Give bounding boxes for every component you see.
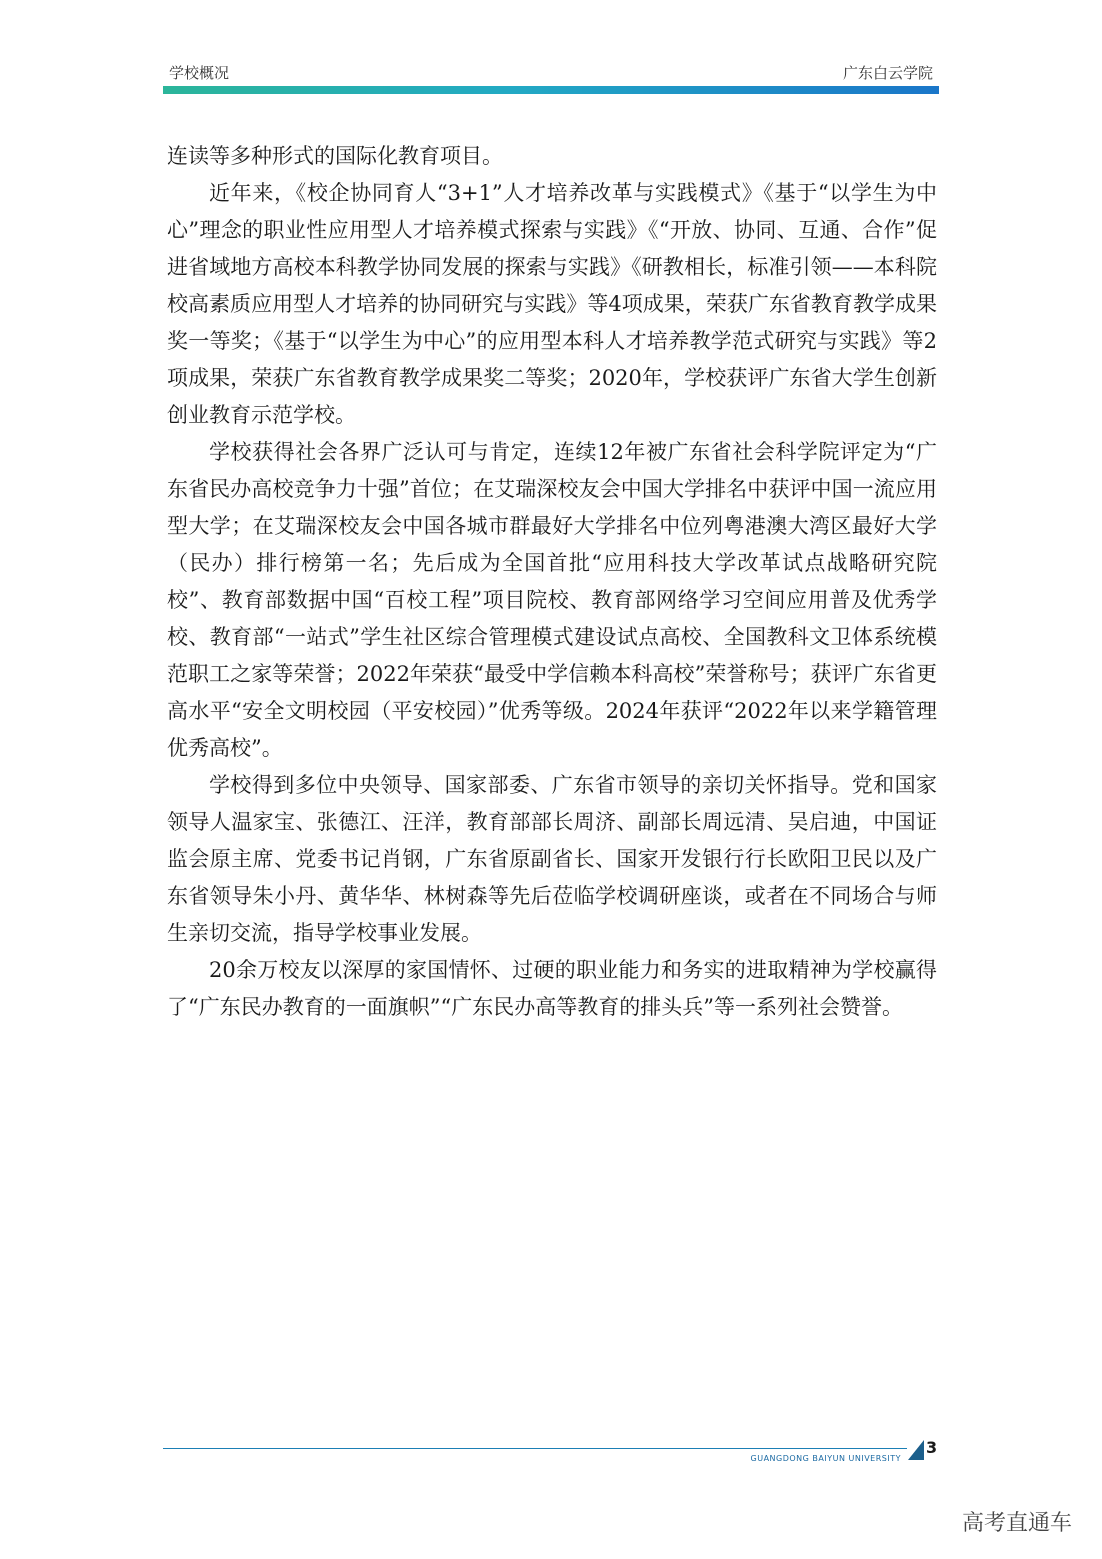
page-number: 3 [926, 1438, 938, 1457]
footer-rule [163, 1448, 907, 1449]
watermark-text: 高考直通车 [961, 1511, 1072, 1536]
university-name: 广东白云学院 [842, 64, 933, 82]
paragraph-continuation: 连读等多种形式的国际化教育项目。 [167, 144, 503, 168]
paragraph-teaching-awards: 近年来，《校企协同育人“3+1”人才培养改革与实践模式》《基于“以学生为中心”理念的职业性应用型人才培养模式探索与实践》《“开放、协同、互通、合作”促进省域地方高校本科教学协同发展的探索与实践》《研教相长，标准引领——本科院校高素质应用型人才培养的协同研究与实践》等4项成果，荣获广东省教育教学成果奖一等奖；《基于“以学生为中心”的应用型本科人才培养教学范式研究与实践》等2项成果，荣获广东省教育教学成果奖二等奖；2020年，学校获评广东省大学生创新创业教育示范学校。 [167, 181, 937, 427]
paragraph-leadership-visits: 学校得到多位中央领导、国家部委、广东省市领导的亲切关怀指导。党和国家领导人温家宝、张德江、汪洋，教育部部长周济、副部长周远清、吴启迪，中国证监会原主席、党委书记肖钢，广东省原副省长、国家开发银行行长欧阳卫民以及广东省领导朱小丹、黄华华、林树森等先后莅临学校调研座谈，或者在不同场合与师生亲切交流，指导学校事业发展。 [167, 773, 937, 945]
section-title: 学校概况 [169, 64, 230, 82]
paragraph-social-recognition: 学校获得社会各界广泛认可与肯定，连续12年被广东省社会科学院评定为“广东省民办高校竞争力十强”首位；在艾瑞深校友会中国大学排名中获评中国一流应用型大学；在艾瑞深校友会中国各城市群最好大学排名中位列粤港澳大湾区最好大学（民办）排行榜第一名；先后成为全国首批“应用科技大学改革试点战略研究院校”、教育部数据中国“百校工程”项目院校、教育部网络学习空间应用普及优秀学校、教育部“一站式”学生社区综合管理模式建设试点高校、全国教科文卫体系统模范职工之家等荣誉；2022年荣获“最受中学信赖本科高校”荣誉称号；获评广东省更高水平“安全文明校园（平安校园）”优秀等级。2024年获评“2022年以来学籍管理优秀高校”。 [167, 440, 937, 760]
page-footer [163, 1436, 943, 1476]
paragraph-alumni: 20余万校友以深厚的家国情怀、过硬的职业能力和务实的进取精神为学校赢得了“广东民办教育的一面旗帜”“广东民办高等教育的排头兵”等一系列社会赞誉。 [167, 958, 937, 1019]
footer-triangle-icon [908, 1440, 924, 1460]
main-text [167, 138, 937, 1026]
footer-university: GUANGDONG BAIYUN UNIVERSITY [750, 1454, 901, 1463]
page-header [163, 58, 939, 98]
header-gradient-bar [163, 86, 939, 94]
